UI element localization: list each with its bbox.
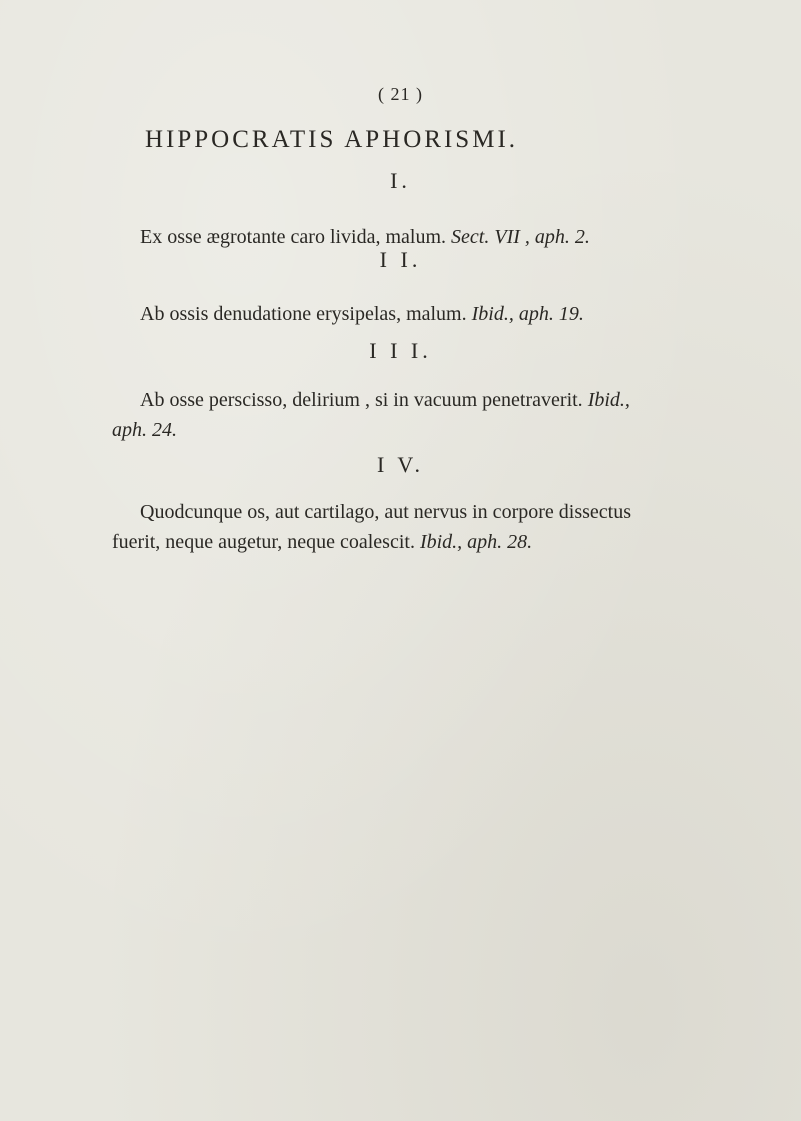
aphorism-2-line-1	[140, 299, 584, 329]
aphorism-4-text: Quodcunque os, aut cartilago, aut nervus in corpore dissectus	[140, 501, 631, 523]
aphorism-3-reference: Ibid.,	[587, 389, 630, 411]
aphorism-numeral-4: I V.	[377, 452, 424, 477]
aphorism-3-reference-cont: aph. 24.	[112, 419, 177, 441]
aphorism-1-reference: Sect. VII , aph. 2.	[451, 226, 590, 248]
aphorism-1-text: Ex osse ægrotante caro livida, malum.	[140, 226, 452, 248]
aphorism-3-text: Ab osse perscisso, delirium , si in vacuum penetraverit.	[140, 389, 588, 411]
aphorism-4-reference: Ibid., aph. 28.	[419, 531, 533, 553]
aphorism-numeral-3: I I I.	[369, 338, 432, 363]
aphorism-4-line-2	[112, 527, 532, 557]
aphorism-numeral-1: I.	[390, 168, 411, 193]
page-title: HIPPOCRATIS APHORISMI.	[145, 126, 519, 153]
aphorism-3-line-2	[112, 415, 177, 445]
aphorism-4-text-cont: fuerit, neque augetur, neque coalescit.	[112, 531, 420, 553]
aphorism-4-line-1	[140, 497, 631, 527]
aphorism-numeral-2: I I.	[379, 247, 422, 272]
aphorism-2-text: Ab ossis denudatione erysipelas, malum.	[140, 303, 472, 325]
page-number: ( 21 )	[378, 84, 423, 104]
aphorism-3-line-1	[140, 385, 630, 415]
aphorism-2-reference: Ibid., aph. 19.	[471, 303, 584, 325]
